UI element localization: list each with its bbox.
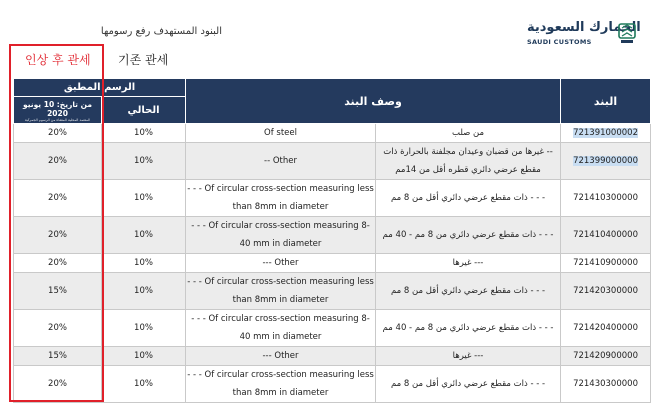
cell-current-rate-text: 10% (134, 156, 153, 166)
cell-code-text: 721410400000 (573, 230, 638, 240)
cell-code (561, 124, 651, 143)
cell-code-text: 721410900000 (573, 258, 638, 268)
cell-current-rate-text: 10% (134, 193, 153, 203)
cell-new-rate-text: 20% (48, 379, 67, 389)
cell-new-rate-text: 15% (48, 351, 67, 361)
cell-new-rate (14, 217, 102, 254)
cell-description-ar (376, 217, 561, 254)
cell-new-rate (14, 180, 102, 217)
table-row (14, 180, 651, 217)
cell-current-rate-text: 10% (134, 258, 153, 268)
cell-description-en-text: - - - Of circular cross-section measuring less than 8mm in diameter (187, 184, 374, 212)
cell-new-rate (14, 254, 102, 273)
cell-code (561, 273, 651, 310)
cell-current-rate (102, 347, 186, 366)
table-row (14, 347, 651, 366)
cell-description-en-text: - - - Of circular cross-section measuring 8-40 mm in diameter (191, 221, 370, 249)
cell-description-ar (376, 124, 561, 143)
cell-description-en-text: Of steel (264, 128, 297, 138)
cell-description-ar (376, 366, 561, 403)
cell-description-en (186, 347, 376, 366)
cell-current-rate (102, 310, 186, 347)
cell-code (561, 254, 651, 273)
cell-description-ar-text: --- غيرها (452, 351, 484, 361)
cell-new-rate-text: 20% (48, 156, 67, 166)
cell-description-en (186, 254, 376, 273)
cell-current-rate (102, 124, 186, 143)
cell-new-rate-text: 20% (48, 193, 67, 203)
header-from-date: من تاريخ: 10 يونيو 2020 (23, 99, 92, 118)
cell-current-rate (102, 217, 186, 254)
cell-description-en-text: - - - Of circular cross-section measuring 8-40 mm in diameter (191, 314, 370, 342)
cell-code (561, 347, 651, 366)
cell-current-rate-text: 10% (134, 230, 153, 240)
table-row (14, 124, 651, 143)
cell-description-ar (376, 143, 561, 180)
cell-description-en-text: - - - Of circular cross-section measuring less than 8mm in diameter (187, 277, 374, 305)
cell-code-text: 721399000000 (573, 156, 638, 166)
table-row (14, 366, 651, 403)
table-row (14, 254, 651, 273)
cell-description-ar-text: - - - ذات مقطع عرضي دائري أقل من 8 مم (390, 286, 546, 296)
cell-description-ar (376, 347, 561, 366)
cell-description-en (186, 310, 376, 347)
table-row (14, 310, 651, 347)
cell-new-rate-text: 20% (48, 230, 67, 240)
cell-current-rate-text: 10% (134, 128, 153, 138)
cell-code-text: 721420900000 (573, 351, 638, 361)
cell-new-rate (14, 273, 102, 310)
cell-description-ar-text: - - - ذات مقطع عرضي دائري من 8 مم - 40 مم (382, 230, 554, 240)
cell-code (561, 217, 651, 254)
header-applied-fee: الرسم المطبق (14, 79, 186, 97)
tariff-table (13, 78, 651, 403)
cell-current-rate (102, 180, 186, 217)
cell-code-text: 721430300000 (573, 379, 638, 389)
cell-current-rate-text: 10% (134, 286, 153, 296)
cell-description-ar-text: -- غيرها من قضبان وعيدان مجلفنة بالحرارة ذات مقطع عرضي دائري قطره أقل من 14مم (383, 147, 553, 175)
cell-new-rate (14, 366, 102, 403)
cell-code-text: 721410300000 (573, 193, 638, 203)
header-from-date-cell (14, 97, 102, 124)
cell-description-ar-text: - - - ذات مقطع عرضي دائري أقل من 8 مم (390, 379, 546, 389)
cell-new-rate-text: 20% (48, 128, 67, 138)
tariff-table-body (14, 124, 651, 403)
cell-description-ar-text: من صلب (451, 128, 485, 138)
logo-english-text: SAUDI CUSTOMS (527, 38, 592, 46)
cell-current-rate-text: 10% (134, 379, 153, 389)
saudi-customs-logo (527, 20, 641, 50)
cell-code-text: 721391000002 (573, 128, 638, 138)
customs-emblem-icon (617, 20, 637, 46)
cell-description-en (186, 143, 376, 180)
table-row (14, 217, 651, 254)
cell-description-en (186, 273, 376, 310)
cell-code (561, 180, 651, 217)
table-row (14, 143, 651, 180)
cell-description-ar (376, 180, 561, 217)
cell-current-rate (102, 273, 186, 310)
cell-new-rate-text: 20% (48, 258, 67, 268)
header-code: البند (561, 79, 651, 124)
cell-code (561, 366, 651, 403)
cell-new-rate-text: 15% (48, 286, 67, 296)
cell-current-rate-text: 10% (134, 323, 153, 333)
cell-current-rate (102, 254, 186, 273)
cell-description-ar-text: - - - ذات مقطع عرضي دائري أقل من 8 مم (390, 193, 546, 203)
cell-description-en-text: - - - Of circular cross-section measuring less than 8mm in diameter (187, 370, 374, 398)
table-row (14, 273, 651, 310)
cell-code (561, 310, 651, 347)
annotation-existing-tariff: 기존 관세 (118, 53, 169, 67)
cell-code (561, 143, 651, 180)
cell-new-rate (14, 310, 102, 347)
cell-description-en (186, 217, 376, 254)
cell-description-en-text: --- Other (262, 351, 299, 361)
cell-description-en (186, 124, 376, 143)
cell-description-ar-text: - - - ذات مقطع عرضي دائري من 8 مم - 40 مم (382, 323, 554, 333)
cell-description-en (186, 366, 376, 403)
document-title: البنود المستهدف رفع رسومها (100, 26, 222, 37)
cell-new-rate (14, 143, 102, 180)
header-from-date-note: المعتمد المحلية المعفاة من الرسوم الجمركية (24, 117, 91, 122)
cell-new-rate (14, 124, 102, 143)
cell-code-text: 721420300000 (573, 286, 638, 296)
cell-new-rate-text: 20% (48, 323, 67, 333)
logo-arabic-text: الجمارك السعودية (527, 20, 641, 35)
cell-description-en-text: -- Other (264, 156, 297, 166)
cell-current-rate (102, 143, 186, 180)
cell-description-ar (376, 310, 561, 347)
cell-current-rate (102, 366, 186, 403)
cell-code-text: 721420400000 (573, 323, 638, 333)
cell-current-rate-text: 10% (134, 351, 153, 361)
cell-description-en-text: --- Other (262, 258, 299, 268)
header-current: الحالي (102, 97, 186, 124)
cell-new-rate (14, 347, 102, 366)
cell-description-ar-text: --- غيرها (452, 258, 484, 268)
cell-description-ar (376, 254, 561, 273)
annotation-after-increase: 인상 후 관세 (25, 53, 91, 67)
header-description: وصف البند (186, 79, 561, 124)
cell-description-en (186, 180, 376, 217)
cell-description-ar (376, 273, 561, 310)
